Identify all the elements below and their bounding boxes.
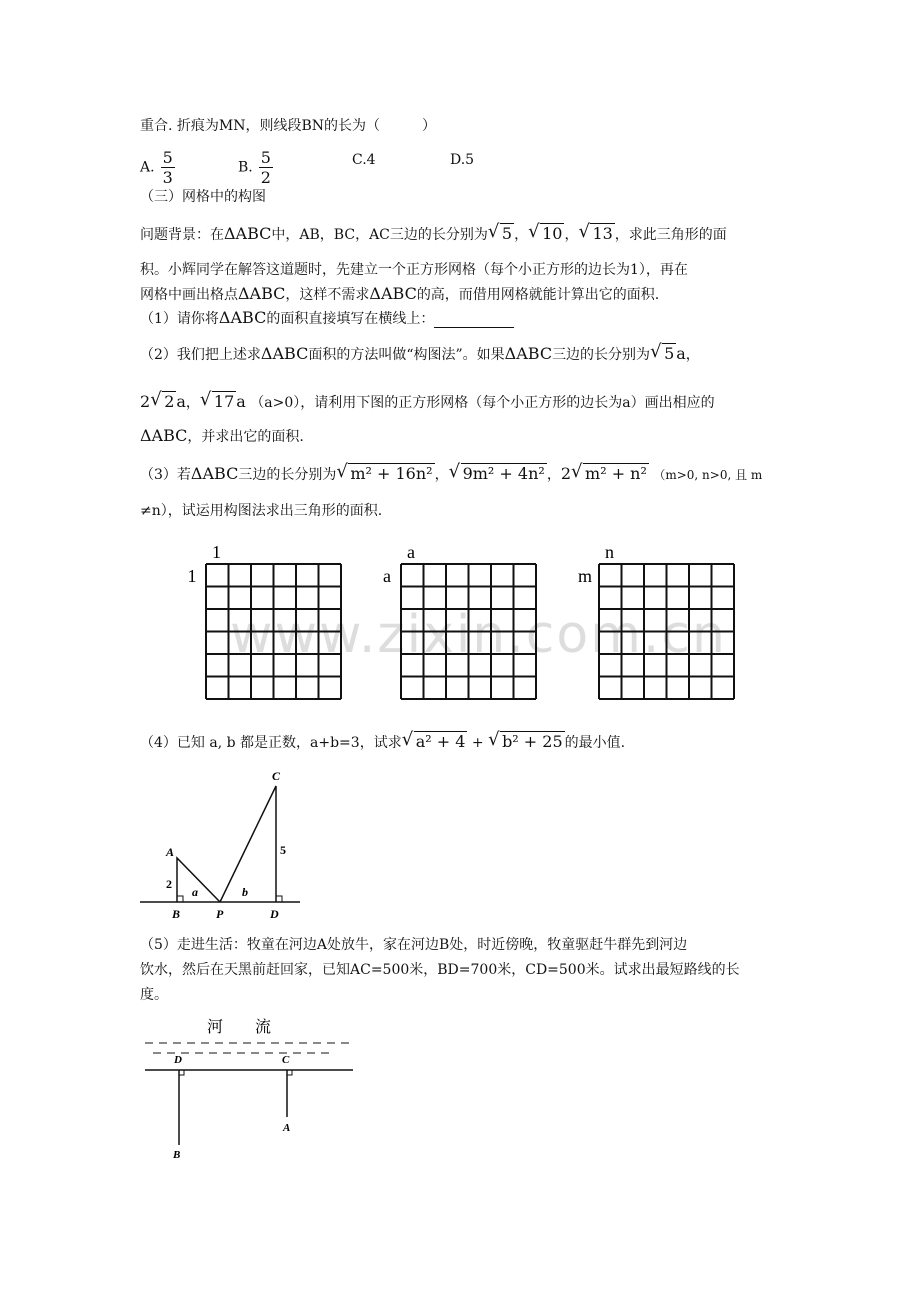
- label-c: C: [272, 769, 281, 783]
- option-b: B. $\frac{5}{2}$: [238, 148, 271, 187]
- fraction-a: $\frac{5}{3}$: [162, 148, 173, 187]
- option-c: C.4: [352, 152, 376, 168]
- label-p: P: [216, 907, 224, 921]
- triangle-abp: [177, 858, 220, 902]
- question-5-line-1: （5）走进生活：牧童在河边A处放牛，家在河边B处，时近傍晚，牧童驱赶牛群先到河边: [140, 937, 688, 953]
- top-line: 重合. 折痕为MN，则线段BN的长为（ ）: [140, 118, 437, 134]
- question-2-line-1: （2）我们把上述求ΔABC面积的方法叫做“构图法”。如果ΔABC三边的长分别为√ 5 a，: [140, 344, 700, 364]
- grid-top-label: 1: [212, 542, 221, 562]
- label-a-segment: a: [192, 885, 198, 899]
- label-b: B: [173, 1149, 181, 1161]
- label-ab-length: 2: [166, 877, 172, 891]
- figure-4: [130, 766, 330, 926]
- grid-figures: [180, 536, 760, 706]
- question-2-line-2: 2√ 2 a，√ 17 a （a>0），请利用下图的正方形网格（每个小正方形的边长为a）画出相应的: [140, 392, 715, 412]
- watermark: www.zixin.com.cn: [230, 605, 727, 665]
- label-d: D: [174, 1054, 182, 1066]
- label-b: B: [172, 907, 181, 921]
- intro-line-1: 问题背景：在ΔABC中，AB，BC，AC三边的长分别为√ 5 ，√ 10 ，√ 13 ，求此三角形的面: [140, 224, 727, 244]
- figure-5: [135, 1010, 365, 1170]
- triangle-pdc: [220, 786, 276, 902]
- right-angle-b: [177, 896, 183, 902]
- section-title: （三）网格中的构图: [140, 189, 266, 205]
- square-grid: [578, 542, 734, 699]
- right-angle-d: [276, 896, 282, 902]
- question-5-line-3: 度。: [140, 987, 168, 1003]
- label-c: C: [282, 1054, 290, 1066]
- label-b-segment: b: [242, 885, 248, 899]
- question-3-line-2: ≠n），试运用构图法求出三角形的面积.: [140, 503, 383, 519]
- grid-left-label: a: [383, 566, 391, 586]
- option-d: D.5: [450, 152, 475, 168]
- label-a: A: [166, 845, 175, 859]
- question-5-line-2: 饮水，然后在天黑前赶回家，已知AC=500米，BD=700米，CD=500米。试求出最短路线的长: [140, 962, 740, 978]
- square-grid: [383, 542, 536, 699]
- question-4: （4）已知 a, b 都是正数，a+b=3，试求√ a² + 4 + √ b² + 25 的最小值.: [140, 732, 625, 752]
- question-2-line-3: ΔABC，并求出它的面积.: [140, 426, 304, 445]
- question-3-line-1: （3）若ΔABC三边的长分别为√ m² + 16n² ，√ 9m² + 4n² ，2√ m² + n² （m>0, n>0, 且 m: [140, 464, 762, 484]
- grid-top-label: a: [407, 542, 415, 562]
- fraction-b: $\frac{5}{2}$: [260, 148, 271, 187]
- label-a: A: [283, 1122, 291, 1134]
- question-1: （1）请你将ΔABC的面积直接填写在横线上：: [140, 308, 514, 328]
- intro-line-2: 积。小辉同学在解答这道题时，先建立一个正方形网格（每个小正方形的边长为1），再在: [140, 262, 688, 278]
- square-grid: [188, 542, 342, 699]
- river-label: 河 流: [207, 1017, 272, 1036]
- grid-top-label: n: [605, 542, 614, 562]
- label-d: D: [270, 907, 279, 921]
- grid-left-label: m: [577, 566, 593, 586]
- answer-blank[interactable]: [434, 313, 514, 328]
- intro-line-3: 网格中画出格点ΔABC，这样不需求ΔABC的高，而借用网格就能计算出它的面积.: [140, 284, 660, 303]
- label-cd-length: 5: [280, 843, 286, 857]
- grid-left-label: 1: [187, 566, 197, 586]
- option-a: A. $\frac{5}{3}$: [140, 148, 173, 187]
